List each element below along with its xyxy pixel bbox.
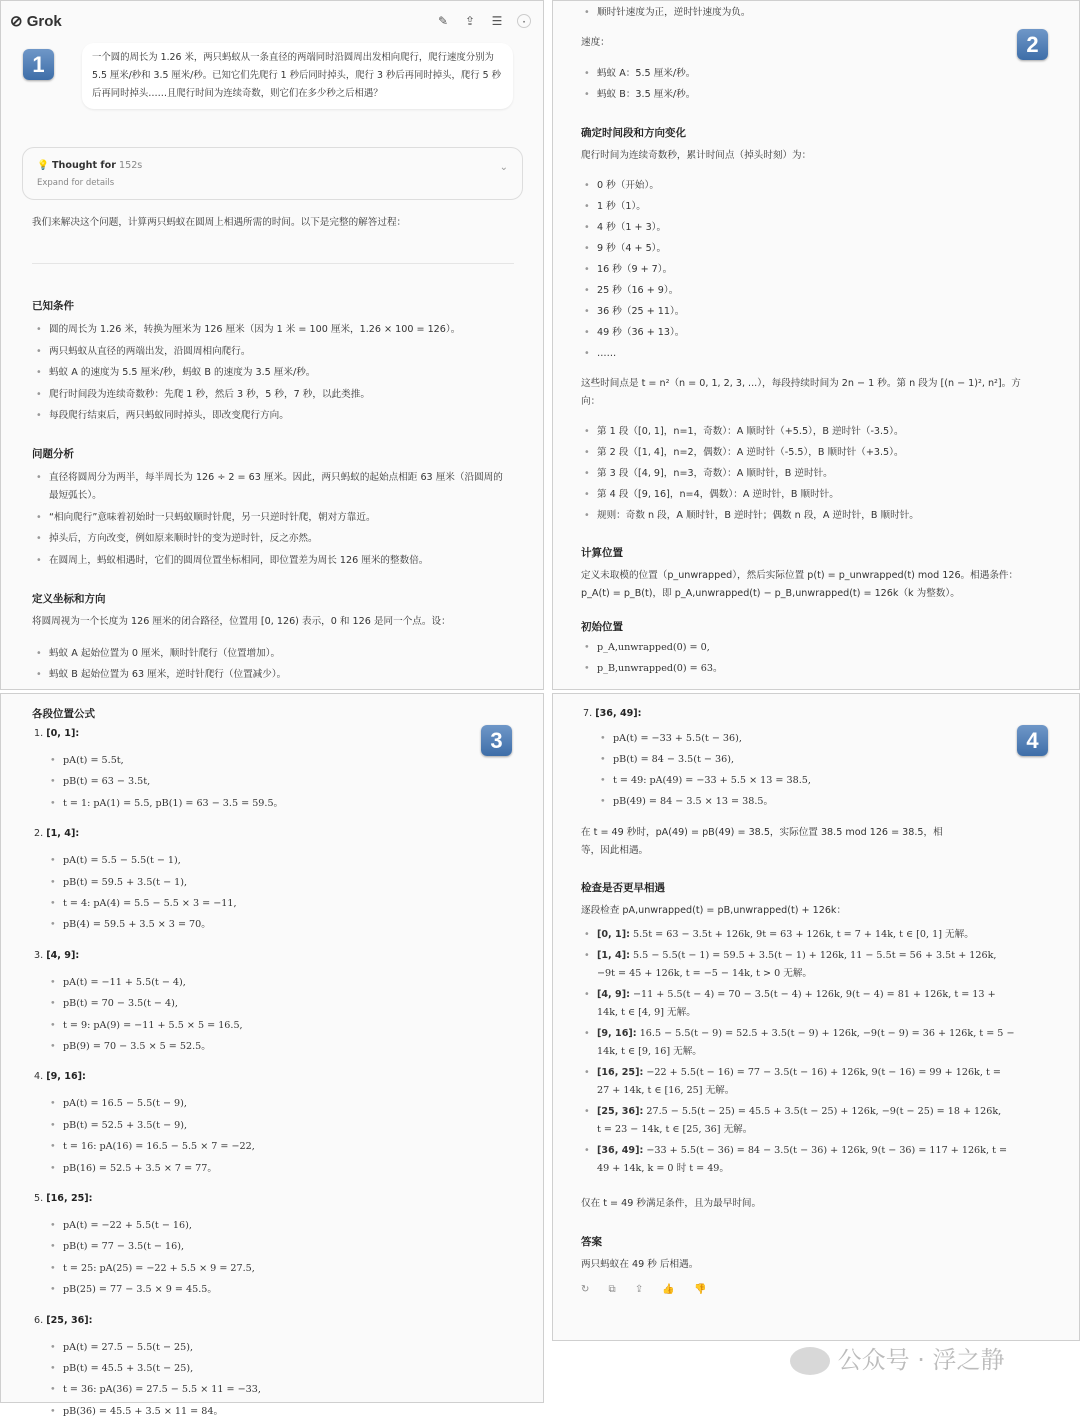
paragraph: 定义未取模的位置（p_unwrapped），然后实际位置 p(t) = p_unwrapped(t) mod 126。相遇条件： [581, 570, 1019, 581]
check-item-cont: 27 + 14k, t ∈ [16, 25] 无解。 [597, 1085, 735, 1096]
paragraph: 爬行时间为连续奇数秒，累计时间点（掉头时刻）为： [581, 150, 812, 161]
list-item: • 蚂蚁 B：3.5 厘米/秒。 [597, 86, 695, 104]
paragraph: 在 t = 49 秒时，pA(49) = pB(49) = 38.5，实际位置 38.5 mod 126 = 38.5，相 [581, 827, 943, 838]
formula-line: • pB(49) = 84 − 3.5 × 13 = 38.5。 [613, 793, 773, 811]
formula-line: • pB(t) = 70 − 3.5(t − 4), [63, 995, 178, 1013]
formula-line: • t = 16: pA(16) = 16.5 − 5.5 × 7 = −22, [63, 1138, 255, 1156]
badge-4: 4 [1017, 725, 1048, 756]
check-item-cont: 14k, t ∈ [4, 9] 无解。 [597, 1007, 696, 1018]
thought-title: 💡 Thought for 152s [37, 160, 143, 171]
grok-logo[interactable]: ⊘ Grok [10, 13, 62, 30]
formula-line: • t = 25: pA(25) = −22 + 5.5 × 9 = 27.5, [63, 1260, 255, 1278]
formula-line: • t = 9: pA(9) = −11 + 5.5 × 5 = 16.5, [63, 1017, 243, 1035]
list-item: • 规则：奇数 n 段，A 顺时针，B 逆时针；偶数 n 段，A 逆时针，B 顺时针。 [597, 507, 919, 525]
check-item-cont: 14k, t ∈ [9, 16] 无解。 [597, 1046, 702, 1057]
section-heading-answer: 答案 [581, 1236, 602, 1248]
formula-line: • pB(t) = 45.5 + 3.5(t − 25), [63, 1360, 193, 1378]
list-item: • 顺时针速度为正，逆时针速度为负。 [597, 4, 751, 22]
share-icon[interactable]: ⇪ [464, 14, 476, 28]
formula-line: • t = 49: pA(49) = −33 + 5.5 × 13 = 38.5, [613, 772, 811, 790]
list-item: • 每段爬行结束后，两只蚂蚁同时掉头，即改变爬行方向。 [49, 407, 289, 425]
list-item: • 49 秒（36 + 13）。 [597, 324, 684, 342]
section-heading-initial: 初始位置 [581, 621, 623, 633]
badge-2: 2 [1017, 29, 1048, 60]
list-item: • 蚂蚁 A：5.5 厘米/秒。 [597, 65, 695, 83]
formula-line: • pB(t) = 84 − 3.5(t − 36), [613, 751, 734, 769]
section-heading-time: 确定时间段和方向变化 [581, 127, 686, 139]
list-item: • 第 4 段（[9, 16]，n=4，偶数）：A 逆时针，B 顺时针。 [597, 486, 839, 504]
list-item: • 蚂蚁 B 起始位置为 63 厘米，逆时针爬行（位置减少）。 [49, 666, 286, 684]
intro-text: 我们来解决这个问题，计算两只蚂蚁在圆周上相遇所需的时间。以下是完整的解答过程： [32, 217, 407, 228]
paragraph: 向： [581, 396, 601, 407]
list-item: • 4 秒（1 + 3）。 [597, 219, 666, 237]
formula-line: • pB(9) = 70 − 3.5 × 5 = 52.5。 [63, 1038, 211, 1056]
list-item: • p_A,unwrapped(0) = 0, [597, 639, 710, 657]
panel-2 [552, 0, 1080, 690]
list-item: • 9 秒（4 + 5）。 [597, 240, 666, 258]
formula-line: • pA(t) = 5.5 − 5.5(t − 1), [63, 852, 181, 870]
check-item-cont: t = 23 − 14k, t ∈ [25, 36] 无解。 [597, 1124, 753, 1135]
list-item: • 0 秒（开始）。 [597, 177, 659, 195]
list-item: • 第 3 段（[4, 9]，n=3，奇数）：A 顺时针，B 逆时针。 [597, 465, 833, 483]
grok-logo-icon: ⊘ [10, 13, 23, 30]
formula-line: • t = 1: pA(1) = 5.5, pB(1) = 63 − 3.5 = 59.5。 [63, 795, 283, 813]
badge-3: 3 [481, 725, 512, 756]
formula-line: • pB(25) = 77 − 3.5 × 9 = 45.5。 [63, 1281, 217, 1299]
panel-4 [552, 693, 1080, 1341]
formula-line: • pB(36) = 45.5 + 3.5 × 11 = 84。 [63, 1403, 223, 1421]
answer-text: 两只蚂蚁在 49 秒 后相遇。 [581, 1259, 699, 1270]
block-number: 3. [4, 9]: [34, 949, 80, 961]
panel-3 [0, 693, 544, 1417]
formula-line: • pA(t) = 5.5t, [63, 752, 124, 770]
formula-line: • pB(t) = 63 − 3.5t, [63, 773, 150, 791]
formula-line: • pB(t) = 52.5 + 3.5(t − 9), [63, 1117, 187, 1135]
list-item: • 第 2 段（[1, 4]，n=2，偶数）：A 逆时针（-5.5），B 顺时针（+3.5）。 [597, 444, 904, 462]
formula-line: • pB(t) = 77 − 3.5(t − 16), [63, 1238, 184, 1256]
panel-1 [0, 0, 544, 690]
formula-line: • t = 36: pA(36) = 27.5 − 5.5 × 11 = −33, [63, 1381, 261, 1399]
block-number: 2. [1, 4]: [34, 828, 80, 840]
watermark: 公众号 · 浮之静 [790, 1340, 1005, 1375]
formula-line: • pB(4) = 59.5 + 3.5 × 3 = 70。 [63, 916, 211, 934]
formula-line: • pA(t) = −22 + 5.5(t − 16), [63, 1217, 192, 1235]
list-item: • 36 秒（25 + 11）。 [597, 303, 684, 321]
formula-line: • t = 4: pA(4) = 5.5 − 5.5 × 3 = −11, [63, 895, 237, 913]
thought-subtitle: Expand for details [37, 178, 115, 188]
paragraph: 将圆周视为一个长度为 126 厘米的闭合路径，位置用 [0, 126) 表示，0 和 126 是同一个点。设： [32, 616, 451, 627]
list-item: • 两只蚂蚁从直径的两端出发，沿圆周相向爬行。 [49, 343, 250, 361]
edit-icon[interactable]: ✎ [437, 14, 449, 28]
list-item: • 在圆周上，蚂蚁相遇时，它们的圆周位置坐标相同，即位置差为周长 126 厘米的整数倍。 [49, 552, 428, 570]
formula-line: • pA(t) = 16.5 − 5.5(t − 9), [63, 1095, 187, 1113]
formula-line: • pB(t) = 59.5 + 3.5(t − 1), [63, 874, 187, 892]
list-item: • …… [597, 345, 616, 363]
check-item: • [4, 9]: −11 + 5.5(t − 4) = 70 − 3.5(t − 4) + 126k, 9(t − 4) = 81 + 126k, t = 13 + [597, 986, 996, 1004]
block-number: 5. [16, 25]: [34, 1193, 93, 1204]
badge-1: 1 [23, 49, 54, 80]
menu-icon[interactable]: ☰ [491, 14, 503, 28]
block-number: 7. [36, 49]: [583, 708, 642, 719]
section-heading-analysis: 问题分析 [32, 448, 74, 460]
wechat-icon [790, 1347, 830, 1375]
chevron-down-icon[interactable]: ⌄ [499, 162, 508, 173]
list-item: • 1 秒（1）。 [597, 198, 646, 216]
block-number: 4. [9, 16]: [34, 1071, 86, 1083]
check-item-cont: 49 + 14k, k = 0 时 t = 49。 [597, 1163, 730, 1174]
paragraph: 这些时间点是 t = n²（n = 0, 1, 2, 3, ...），每段持续时间为 2n − 1 秒。第 n 段为 [(n − 1)², n²]。方 [581, 378, 1021, 389]
formula-line: • pA(t) = −11 + 5.5(t − 4), [63, 974, 186, 992]
block-number: 6. [25, 36]: [34, 1314, 93, 1326]
check-item: • [1, 4]: 5.5 − 5.5(t − 1) = 59.5 + 3.5(t − 1) + 126k, 11 − 5.5t = 56 + 3.5t + 126k, [597, 947, 996, 965]
section-heading-coordinates: 定义坐标和方向 [32, 593, 106, 605]
list-item: • 爬行时间段为连续奇数秒：先爬 1 秒，然后 3 秒，5 秒，7 秒，以此类推。 [49, 386, 370, 404]
paragraph: 逐段检查 pA,unwrapped(t) = pB,unwrapped(t) + 126k： [581, 905, 847, 916]
paragraph: 等，因此相遇。 [581, 845, 649, 856]
list-item: • 25 秒（16 + 9）。 [597, 282, 678, 300]
paragraph: p_A(t) = p_B(t)，即 p_A,unwrapped(t) − p_B,unwrapped(t) = 126k（k 为整数）。 [581, 588, 960, 599]
list-item: • 掉头后，方向改变，例如原来顺时针的变为逆时针，反之亦然。 [49, 530, 318, 548]
paragraph: 速度： [581, 37, 610, 48]
section-heading-formulas: 各段位置公式 [32, 708, 95, 720]
response-actions[interactable]: ↻ ⧉ ⇪ 👍 👎 [581, 1284, 715, 1295]
divider [32, 263, 514, 264]
thought-panel[interactable] [22, 147, 523, 200]
section-heading-given: 已知条件 [32, 300, 74, 312]
lightbulb-icon: 💡 [37, 160, 49, 171]
check-item: • [9, 16]: 16.5 − 5.5(t − 9) = 52.5 + 3.5(t − 9) + 126k, −9(t − 9) = 36 + 126k, t = 5 − [597, 1025, 1014, 1043]
top-bar [1, 1, 545, 41]
check-item: • [36, 49]: −33 + 5.5(t − 36) = 84 − 3.5(t − 36) + 126k, 9(t − 36) = 117 + 126k, t = [597, 1142, 1007, 1160]
check-item: • [25, 36]: 27.5 − 5.5(t − 25) = 45.5 + 3.5(t − 25) + 126k, −9(t − 25) = 18 + 126k, [597, 1103, 1001, 1121]
list-item: • 第 1 段（[0, 1]，n=1，奇数）：A 顺时针（+5.5），B 逆时针（-3.5）。 [597, 423, 904, 441]
section-heading-check: 检查是否更早相遇 [581, 882, 665, 894]
check-item: • [16, 25]: −22 + 5.5(t − 16) = 77 − 3.5(t − 16) + 126k, 9(t − 16) = 99 + 126k, t = [597, 1064, 1001, 1082]
avatar-icon[interactable]: · [517, 14, 531, 28]
list-item: • p_B,unwrapped(0) = 63。 [597, 660, 723, 678]
check-item: • [0, 1]: 5.5t = 63 − 3.5t + 126k, 9t = 63 + 126k, t = 7 + 14k, t ∈ [0, 1] 无解。 [597, 926, 974, 944]
check-item-cont: −9t = 45 + 126k, t = −5 − 14k, t > 0 无解。 [597, 968, 813, 979]
paragraph: 仅在 t = 49 秒满足条件，且为最早时间。 [581, 1198, 762, 1209]
block-number: 1. [0, 1]: [34, 728, 80, 739]
section-heading-position: 计算位置 [581, 547, 623, 559]
user-question-bubble: 一个圆的周长为 1.26 米，两只蚂蚁从一条直径的两端同时沿圆周出发相向爬行，爬行速度分别为 5.5 厘米/秒和 3.5 厘米/秒。已知它们先爬行 1 秒后同时掉头，爬行 3 秒后再同时掉头，爬行 5 秒后再同时掉头……且爬行时间为连续奇数，则它们在多少秒之后相遇？ [82, 43, 513, 109]
list-item: • 蚂蚁 A 的速度为 5.5 厘米/秒，蚂蚁 B 的速度为 3.5 厘米/秒。 [49, 364, 315, 382]
formula-line: • pA(t) = −33 + 5.5(t − 36), [613, 730, 742, 748]
formula-line: • pA(t) = 27.5 − 5.5(t − 25), [63, 1339, 193, 1357]
formula-line: • pB(16) = 52.5 + 3.5 × 7 = 77。 [63, 1160, 217, 1178]
list-item: • 蚂蚁 A 起始位置为 0 厘米，顺时针爬行（位置增加）。 [49, 645, 280, 663]
list-item: • 16 秒（9 + 7）。 [597, 261, 672, 279]
list-item: • “相向爬行”意味着初始时一只蚂蚁顺时针爬，另一只逆时针爬，朝对方靠近。 [49, 509, 376, 527]
list-item: • 直径将圆周分为两半，每半周长为 126 ÷ 2 = 63 厘米。因此，两只蚂蚁的起始点相距 63 厘米（沿圆周的最短弧长）。 [49, 469, 511, 505]
list-item: • 圆的周长为 1.26 米，转换为厘米为 126 厘米（因为 1 米 = 100 厘米，1.26 × 100 = 126）。 [49, 321, 460, 339]
